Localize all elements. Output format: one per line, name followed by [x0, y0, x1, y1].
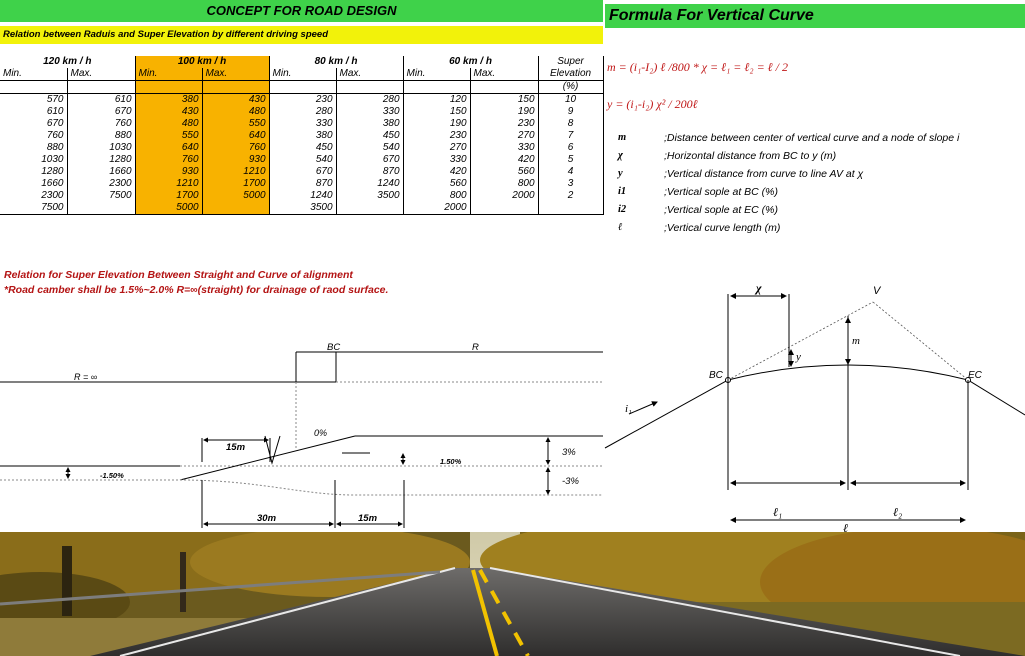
- table-cell: 560: [470, 166, 538, 178]
- table-cell: 3: [538, 178, 603, 190]
- max-label: Max.: [67, 68, 135, 81]
- table-cell: 270: [403, 142, 470, 154]
- l1-label: ℓ₁: [773, 505, 783, 519]
- speed-header: 60 km / h: [403, 56, 538, 68]
- i1-arrow: [629, 402, 657, 414]
- road-photo: [0, 532, 1025, 656]
- table-cell: 800: [470, 178, 538, 190]
- table-cell: 480: [202, 106, 269, 118]
- table-cell: 150: [403, 106, 470, 118]
- table-cell: 1210: [202, 166, 269, 178]
- table-cell: 380: [269, 130, 336, 142]
- legend-symbol: χ: [618, 150, 623, 161]
- table-cell: 880: [0, 142, 67, 154]
- min-label: Min.: [403, 68, 470, 81]
- table-cell: 7: [538, 130, 603, 142]
- ec-label: EC: [968, 370, 982, 381]
- y-label: y: [796, 351, 801, 363]
- table-cell: 880: [67, 130, 135, 142]
- vertical-curve-diagram: [603, 280, 1025, 532]
- table-cell: 8: [538, 118, 603, 130]
- minmax-header-row: [0, 68, 603, 81]
- table-row: [0, 166, 603, 178]
- legend-text: ;Vertical curve length (m): [664, 222, 781, 234]
- p150-label: 1.50%: [440, 457, 462, 466]
- table-cell: 570: [0, 94, 67, 107]
- table-cell: [538, 202, 603, 215]
- table-cell: 1280: [0, 166, 67, 178]
- legend-text: ;Distance between center of vertical curve and a node of slope i: [664, 132, 960, 144]
- table-cell: 1280: [67, 154, 135, 166]
- table-cell: 640: [135, 142, 202, 154]
- table-cell: 870: [336, 166, 403, 178]
- table-cell: 5: [538, 154, 603, 166]
- table-cell: 480: [135, 118, 202, 130]
- table-cell: 550: [202, 118, 269, 130]
- table-cell: 230: [403, 130, 470, 142]
- road-illustration: [0, 532, 1025, 656]
- table-cell: 2: [538, 190, 603, 202]
- table-cell: 670: [336, 154, 403, 166]
- legend-text: ;Vertical distance from curve to line AV at χ: [664, 168, 864, 180]
- table-cell: [470, 202, 538, 215]
- table-cell: 760: [67, 118, 135, 130]
- legend-symbol: i1: [618, 186, 627, 197]
- table-cell: 1030: [0, 154, 67, 166]
- table-cell: 6: [538, 142, 603, 154]
- table-cell: 420: [403, 166, 470, 178]
- table-cell: 1660: [0, 178, 67, 190]
- radius-elevation-table: [0, 56, 604, 215]
- table-cell: 560: [403, 178, 470, 190]
- table-cell: 420: [470, 154, 538, 166]
- table-cell: 3500: [336, 190, 403, 202]
- table-cell: 430: [135, 106, 202, 118]
- table-cell: 4: [538, 166, 603, 178]
- table-cell: 610: [0, 106, 67, 118]
- percent-header-row: [0, 81, 603, 94]
- table-cell: 190: [470, 106, 538, 118]
- vertical-curve-title: Formula For Vertical Curve: [605, 4, 1025, 28]
- i1-label: i₁: [625, 403, 632, 415]
- table-cell: [202, 202, 269, 215]
- min-label: Min.: [269, 68, 336, 81]
- table-cell: 1700: [135, 190, 202, 202]
- page-title: CONCEPT FOR ROAD DESIGN: [0, 0, 603, 22]
- x-label: χ: [756, 281, 762, 295]
- table-cell: 330: [269, 118, 336, 130]
- legend-symbol: i2: [618, 204, 627, 215]
- r-label: R: [472, 342, 479, 353]
- legend-symbol: y: [618, 168, 623, 179]
- table-cell: 670: [0, 118, 67, 130]
- table-cell: 1030: [67, 142, 135, 154]
- v-label: V: [873, 285, 881, 297]
- table-cell: 760: [135, 154, 202, 166]
- bc-label: BC: [709, 370, 723, 381]
- dim-15m-a-label: 15m: [226, 442, 246, 453]
- table-cell: 7500: [67, 190, 135, 202]
- super-elevation-diagram: [0, 330, 603, 530]
- table-cell: 280: [336, 94, 403, 107]
- table-cell: 430: [202, 94, 269, 107]
- table-row: [0, 190, 603, 202]
- speed-header: 120 km / h: [0, 56, 135, 68]
- bc-label: BC: [327, 342, 341, 353]
- table-row: [0, 142, 603, 154]
- l2-label: ℓ₂: [893, 505, 903, 519]
- formula-m: m = (i₁-I₂) ℓ /800 * χ = ℓ₁ = ℓ₂ = ℓ / 2: [607, 60, 789, 74]
- slope-left-line: [605, 380, 728, 448]
- table-cell: 550: [135, 130, 202, 142]
- table-cell: 190: [403, 118, 470, 130]
- elevation-label: Elevation: [538, 68, 603, 81]
- legend-text: ;Vertical sople at BC (%): [664, 186, 778, 198]
- table-cell: 7500: [0, 202, 67, 215]
- table-cell: 330: [403, 154, 470, 166]
- table-cell: 610: [67, 94, 135, 107]
- zero-pct-label: 0%: [314, 428, 328, 438]
- legend-text: ;Vertical sople at EC (%): [664, 204, 778, 216]
- lower-dotted: [180, 480, 603, 495]
- l-label: ℓ: [843, 521, 848, 532]
- table-row: [0, 106, 603, 118]
- table-cell: 270: [470, 130, 538, 142]
- table-cell: 870: [269, 178, 336, 190]
- table-cell: 930: [202, 154, 269, 166]
- camber-note: *Road camber shall be 1.5%~2.0% R=∞(straight) for drainage of raod surface.: [4, 284, 389, 296]
- slope-right-line: [968, 380, 1025, 415]
- table-cell: 670: [269, 166, 336, 178]
- table-cell: 450: [336, 130, 403, 142]
- table-cell: 5000: [202, 190, 269, 202]
- max-label: Max.: [336, 68, 403, 81]
- super-elevation-title: Relation for Super Elevation Between Straight and Curve of alignment: [4, 269, 353, 281]
- symbol-legend: [618, 132, 1023, 242]
- table-row: [0, 178, 603, 190]
- dim-30m-label: 30m: [257, 513, 277, 524]
- speed-header-row: [0, 56, 603, 68]
- rise-line: [180, 436, 355, 480]
- super-label: Super: [538, 56, 603, 68]
- table-cell: 1700: [202, 178, 269, 190]
- table-cell: 5000: [135, 202, 202, 215]
- table-cell: 1210: [135, 178, 202, 190]
- table-cell: 760: [0, 130, 67, 142]
- table-cell: 2000: [470, 190, 538, 202]
- table-cell: 330: [470, 142, 538, 154]
- tangent-right-dotted: [873, 302, 968, 380]
- table-cell: 760: [202, 142, 269, 154]
- table-cell: 120: [403, 94, 470, 107]
- table-cell: 330: [336, 106, 403, 118]
- table-row: [0, 118, 603, 130]
- table-row: [0, 94, 603, 107]
- legend-text: ;Horizontal distance from BC to y (m): [664, 150, 837, 162]
- table-body: [0, 94, 603, 215]
- table-cell: [336, 202, 403, 215]
- speed-header: 80 km / h: [269, 56, 403, 68]
- table-cell: 1240: [336, 178, 403, 190]
- table-cell: 800: [403, 190, 470, 202]
- table-cell: 9: [538, 106, 603, 118]
- table-cell: 3500: [269, 202, 336, 215]
- table-subtitle: Relation between Raduis and Super Elevation by different driving speed: [0, 26, 603, 44]
- table-cell: 230: [470, 118, 538, 130]
- table-cell: 230: [269, 94, 336, 107]
- max-label: Max.: [202, 68, 269, 81]
- table-cell: 150: [470, 94, 538, 107]
- m-label: m: [852, 335, 860, 347]
- table-cell: 640: [202, 130, 269, 142]
- table-cell: 2300: [0, 190, 67, 202]
- table-cell: 2300: [67, 178, 135, 190]
- table-cell: 1660: [67, 166, 135, 178]
- percent-label: (%): [538, 81, 603, 94]
- speed-header: 100 km / h: [135, 56, 269, 68]
- table-cell: 540: [336, 142, 403, 154]
- table-cell: 380: [135, 94, 202, 107]
- table-cell: [67, 202, 135, 215]
- table-row: [0, 154, 603, 166]
- table-cell: 540: [269, 154, 336, 166]
- table-cell: 280: [269, 106, 336, 118]
- min-label: Min.: [135, 68, 202, 81]
- p3-label: 3%: [562, 447, 576, 458]
- table-row: [0, 202, 603, 215]
- table-cell: 670: [67, 106, 135, 118]
- dim-15m-b-label: 15m: [358, 513, 378, 524]
- r-infinity-label: R = ∞: [74, 372, 98, 382]
- table-cell: 450: [269, 142, 336, 154]
- n3-label: -3%: [562, 476, 579, 487]
- min-label: Min.: [0, 68, 67, 81]
- table-cell: 10: [538, 94, 603, 107]
- table-cell: 380: [336, 118, 403, 130]
- legend-symbol: m: [618, 132, 627, 143]
- legend-symbol: ℓ: [618, 222, 623, 233]
- table-cell: 930: [135, 166, 202, 178]
- formula-y: y = (i₁-i₂) χ² / 200ℓ: [607, 97, 698, 111]
- max-label: Max.: [470, 68, 538, 81]
- n150-label: -1.50%: [100, 471, 124, 480]
- table-row: [0, 130, 603, 142]
- table-cell: 1240: [269, 190, 336, 202]
- table-cell: 2000: [403, 202, 470, 215]
